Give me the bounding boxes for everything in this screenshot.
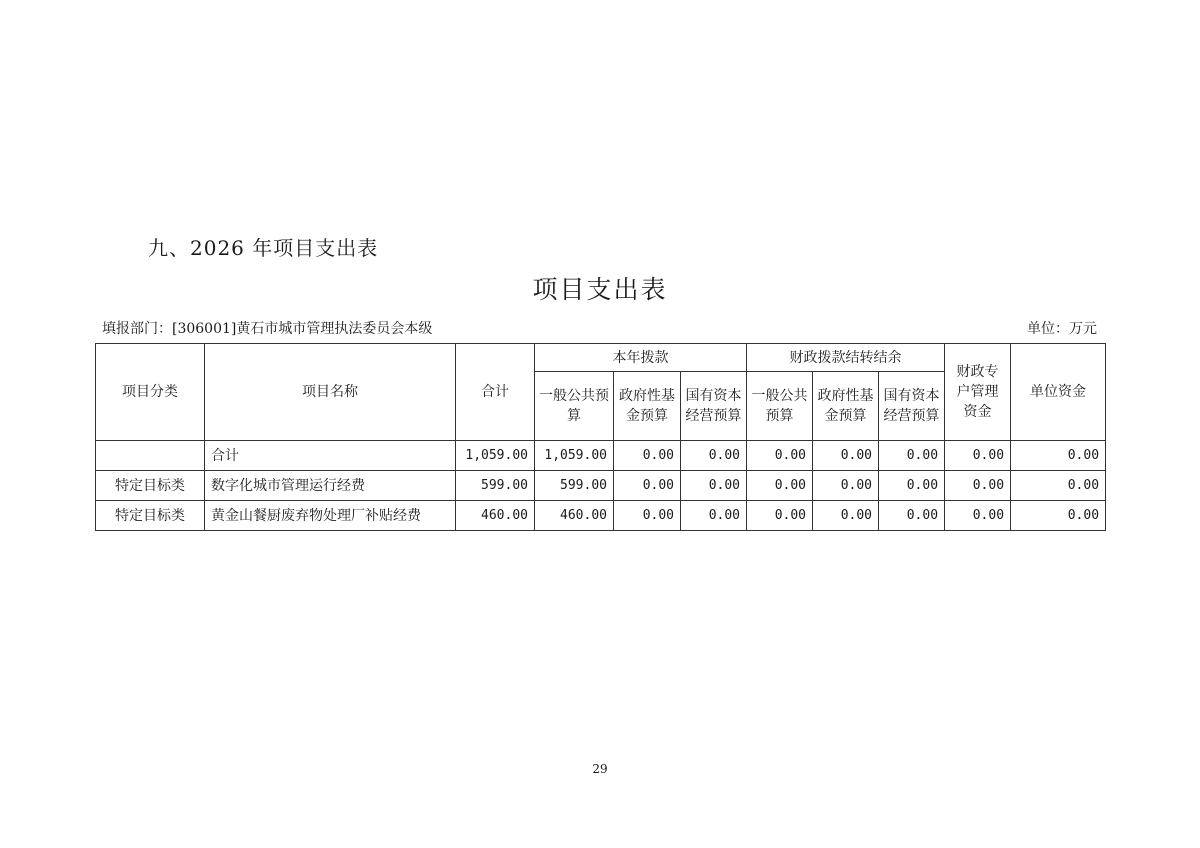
- header-row-1: [96, 344, 1106, 372]
- header-special-account-funds: 财政专户管理资金: [945, 344, 1011, 441]
- cell-special-account-funds: 0.00: [945, 501, 1011, 531]
- cell-general-public-budget: 1,059.00: [535, 441, 614, 471]
- header-current-year-appropriation: 本年拨款: [535, 344, 747, 372]
- header-category: 项目分类: [96, 344, 205, 441]
- header-total: 合计: [456, 344, 535, 441]
- cell-category: 特定目标类: [96, 501, 205, 531]
- header-government-fund-budget: 政府性基金预算: [614, 372, 681, 441]
- page-number: 29: [592, 762, 608, 776]
- cell-general-public-budget: 460.00: [535, 501, 614, 531]
- cell-unit-funds: 0.00: [1011, 471, 1106, 501]
- unit-label: 单位：万元: [1027, 321, 1097, 337]
- cell-category: [96, 441, 205, 471]
- cell-total: 599.00: [456, 471, 535, 501]
- cell-unit-funds: 0.00: [1011, 441, 1106, 471]
- cell-government-fund-budget: 0.00: [614, 501, 681, 531]
- cell-general-public-budget: 599.00: [535, 471, 614, 501]
- header-state-capital-budget: 国有资本经营预算: [681, 372, 747, 441]
- cell-carryover-state-capital: 0.00: [879, 441, 945, 471]
- cell-carryover-state-capital: 0.00: [879, 471, 945, 501]
- table-row: [96, 501, 1106, 531]
- section-title: 九、2026 年项目支出表: [148, 236, 379, 260]
- cell-special-account-funds: 0.00: [945, 471, 1011, 501]
- cell-carryover-general: 0.00: [747, 471, 813, 501]
- cell-state-capital-budget: 0.00: [681, 501, 747, 531]
- cell-government-fund-budget: 0.00: [614, 471, 681, 501]
- table-title: 项目支出表: [532, 275, 668, 304]
- header-general-public-budget: 一般公共预算: [535, 372, 614, 441]
- header-carryover-government-fund-budget: 政府性基金预算: [813, 372, 879, 441]
- cell-carryover-general: 0.00: [747, 441, 813, 471]
- cell-project-name: 黄金山餐厨废弃物处理厂补贴经费: [205, 501, 456, 531]
- table-row: [96, 471, 1106, 501]
- header-carryover-balance: 财政拨款结转结余: [747, 344, 945, 372]
- cell-government-fund-budget: 0.00: [614, 441, 681, 471]
- cell-carryover-gov-fund: 0.00: [813, 471, 879, 501]
- cell-carryover-gov-fund: 0.00: [813, 441, 879, 471]
- filling-department: 填报部门：[306001]黄石市城市管理执法委员会本级: [102, 321, 433, 337]
- header-unit-funds: 单位资金: [1011, 344, 1106, 441]
- cell-state-capital-budget: 0.00: [681, 471, 747, 501]
- table-row-total: [96, 441, 1106, 471]
- cell-special-account-funds: 0.00: [945, 441, 1011, 471]
- cell-project-name: 合计: [205, 441, 456, 471]
- header-carryover-state-capital-budget: 国有资本经营预算: [879, 372, 945, 441]
- cell-total: 1,059.00: [456, 441, 535, 471]
- cell-project-name: 数字化城市管理运行经费: [205, 471, 456, 501]
- header-carryover-general-public-budget: 一般公共预算: [747, 372, 813, 441]
- cell-carryover-state-capital: 0.00: [879, 501, 945, 531]
- cell-category: 特定目标类: [96, 471, 205, 501]
- cell-state-capital-budget: 0.00: [681, 441, 747, 471]
- cell-unit-funds: 0.00: [1011, 501, 1106, 531]
- header-project-name: 项目名称: [205, 344, 456, 441]
- cell-carryover-general: 0.00: [747, 501, 813, 531]
- cell-carryover-gov-fund: 0.00: [813, 501, 879, 531]
- cell-total: 460.00: [456, 501, 535, 531]
- project-expenditure-table: [95, 343, 1106, 531]
